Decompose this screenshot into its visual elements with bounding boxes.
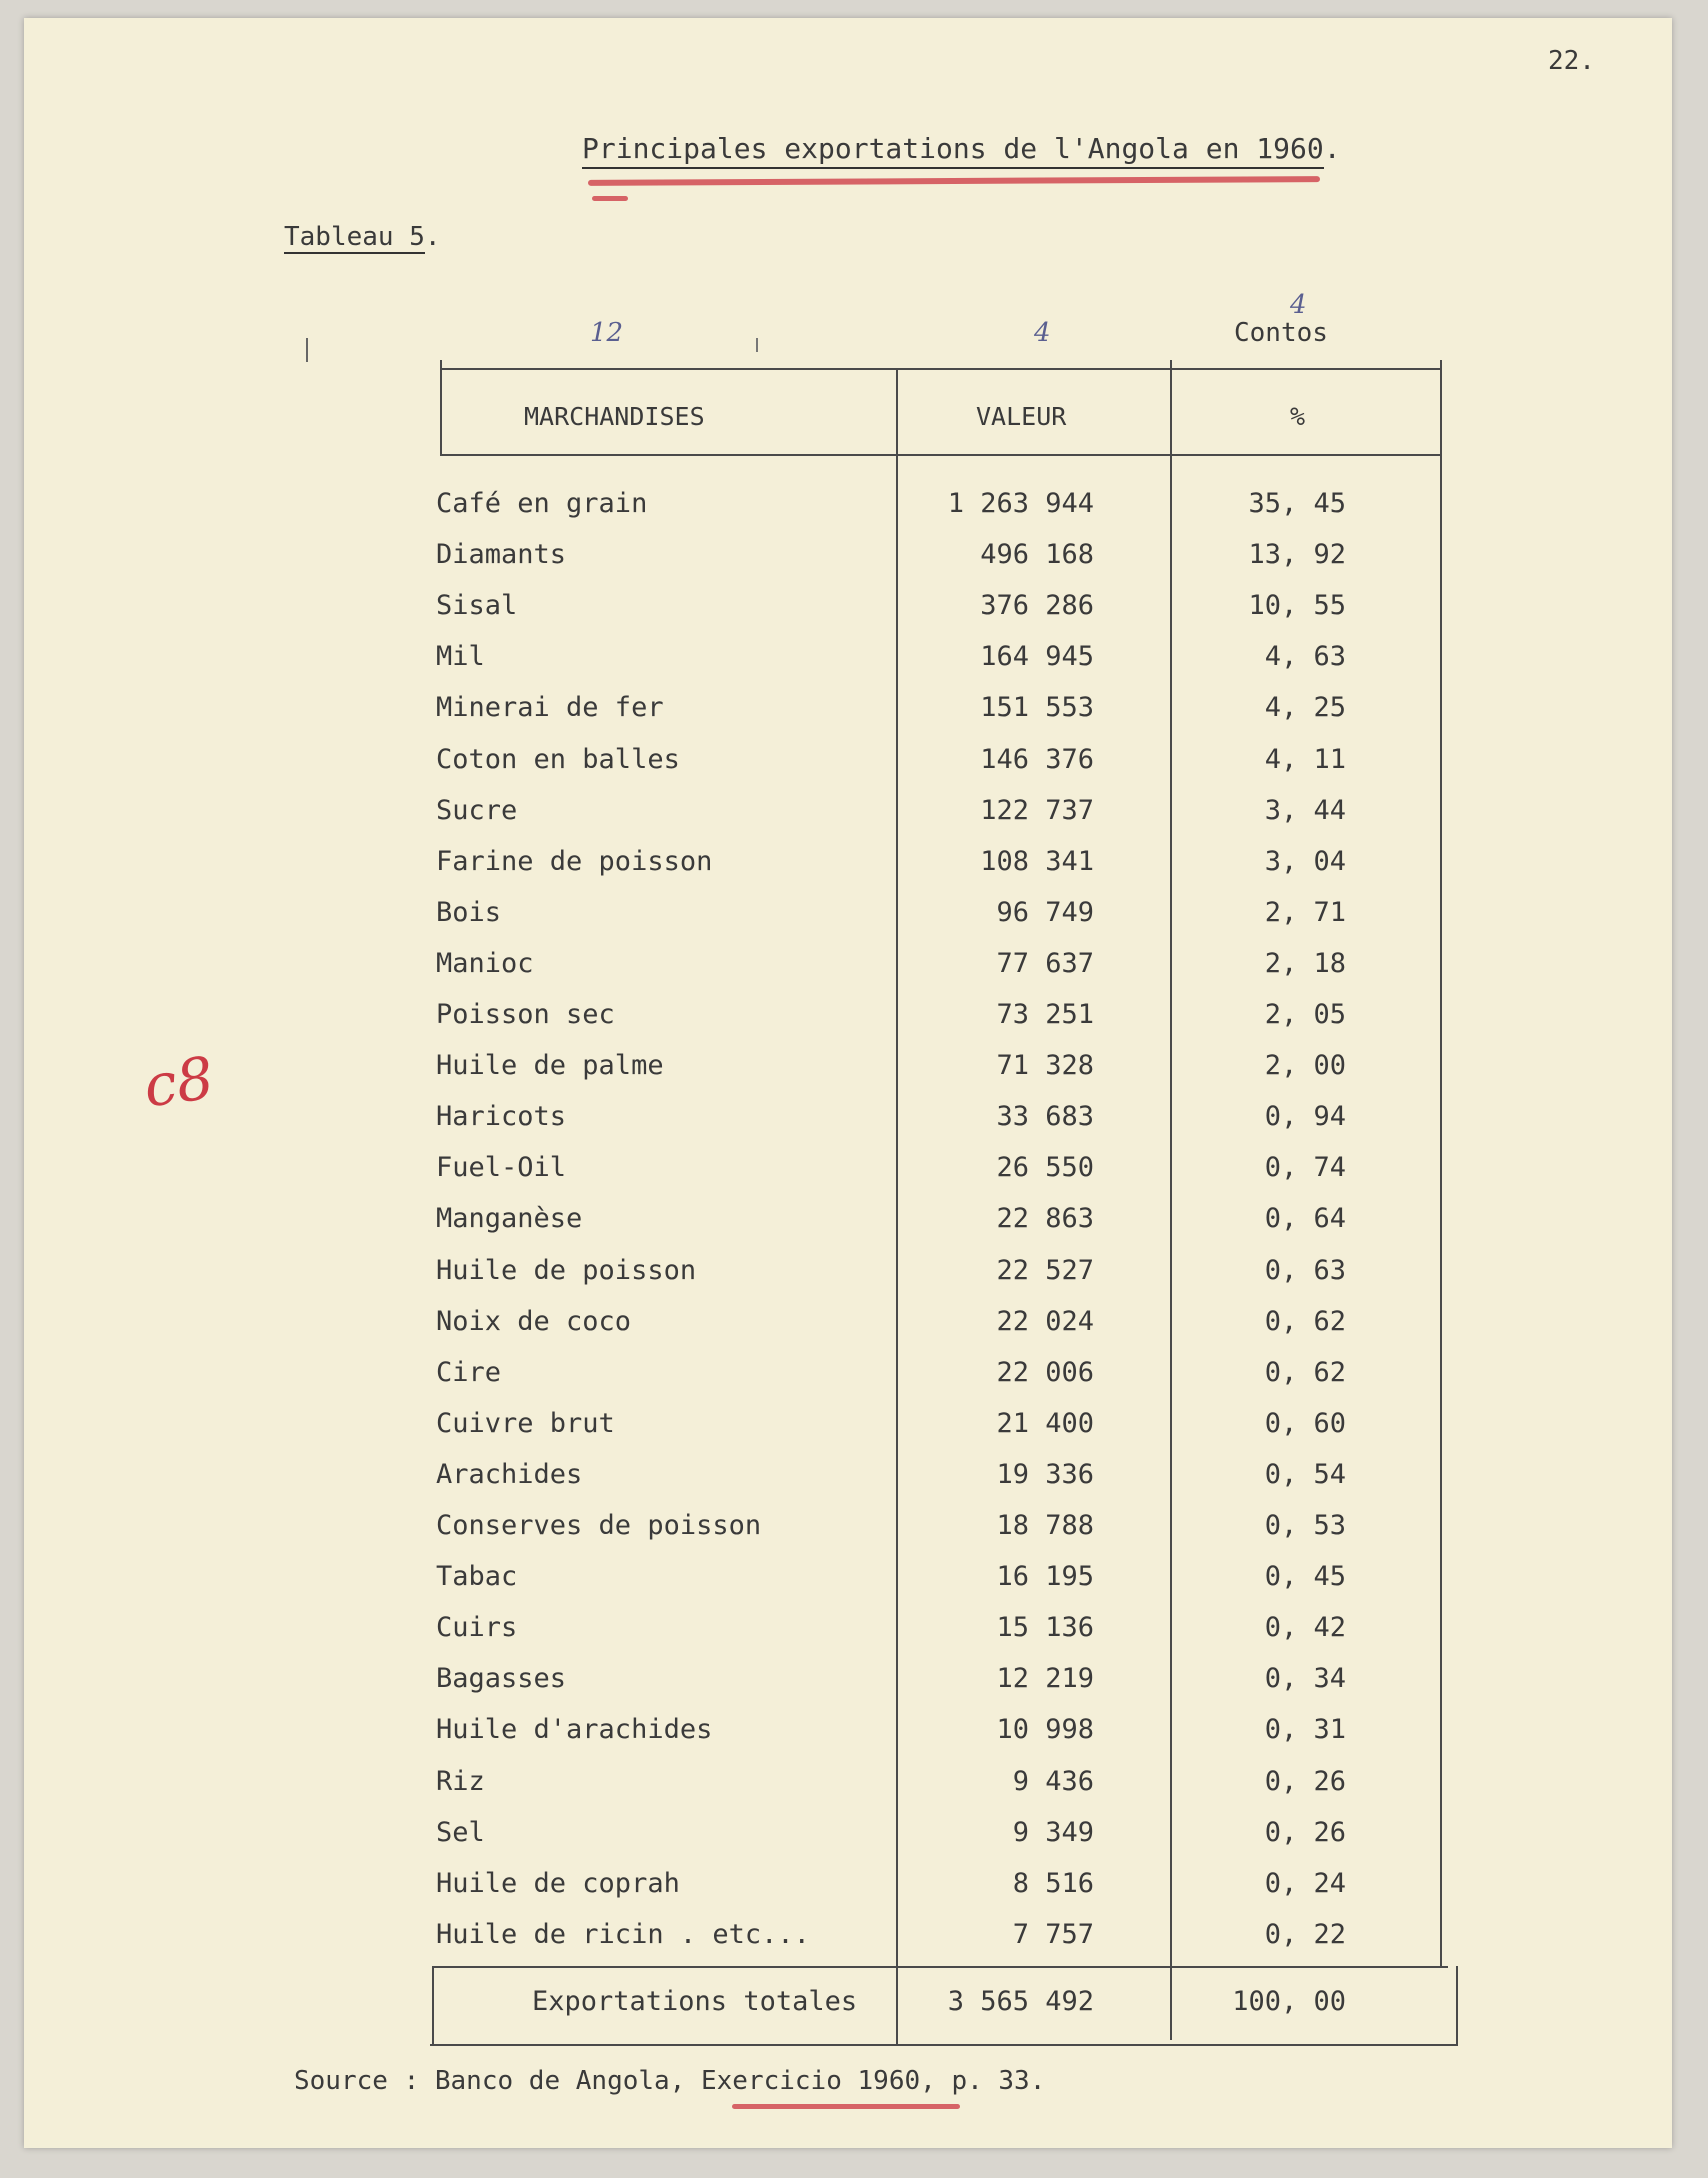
row-name: Cuivre brut	[436, 1407, 615, 1439]
row-value: 19 336	[996, 1458, 1094, 1490]
row-name: Conserves de poisson	[436, 1510, 762, 1541]
table-left-border-bottom	[432, 1966, 434, 2046]
row-value: 26 550	[996, 1152, 1094, 1184]
row-value: 12 219	[996, 1663, 1094, 1695]
table-row	[0, 1408, 1708, 1458]
pencil-annotation-col3: 4	[1290, 290, 1307, 320]
row-name: Sel	[436, 1816, 485, 1848]
row-name: Fuel-Oil	[436, 1152, 567, 1184]
row-value: 15 136	[996, 1612, 1094, 1644]
table-row	[0, 897, 1708, 947]
table-header-rule	[440, 454, 1440, 456]
row-percent: 0, 63	[1264, 1254, 1346, 1286]
table-row	[0, 692, 1708, 742]
row-name: Tabac	[436, 1561, 518, 1593]
row-percent: 10, 55	[1248, 590, 1346, 622]
table-row	[0, 641, 1708, 691]
row-value: 164 945	[980, 641, 1094, 673]
page-number: 22.	[1548, 46, 1595, 76]
row-name: Huile d'arachides	[436, 1714, 713, 1746]
table-row	[0, 539, 1708, 589]
pencil-annotation-col2: 4	[1034, 318, 1051, 348]
row-name: Diamants	[436, 539, 567, 571]
row-value: 8 516	[1012, 1867, 1094, 1899]
row-name: Noix de coco	[436, 1305, 632, 1337]
row-value: 10 998	[996, 1714, 1094, 1746]
source-note: Source : Banco de Angola, Exercicio 1960, p. 33.	[294, 2066, 1046, 2096]
row-value: 71 328	[996, 1050, 1094, 1082]
row-value: 77 637	[996, 947, 1094, 979]
row-percent: 0, 31	[1264, 1714, 1346, 1746]
row-value: 73 251	[996, 999, 1094, 1030]
row-percent: 0, 42	[1264, 1612, 1346, 1644]
row-value: 33 683	[996, 1101, 1094, 1133]
header-valeur: VALEUR	[976, 402, 1067, 431]
row-percent: 13, 92	[1248, 539, 1346, 571]
table-row	[0, 795, 1708, 845]
table-row	[0, 590, 1708, 640]
table-row	[0, 1663, 1708, 1713]
row-value: 22 006	[996, 1356, 1094, 1388]
row-value: 496 168	[980, 539, 1094, 571]
row-value: 151 553	[980, 692, 1094, 724]
table-row	[0, 1510, 1708, 1560]
table-row	[0, 1561, 1708, 1611]
row-percent: 0, 26	[1264, 1816, 1346, 1848]
row-percent: 2, 18	[1264, 947, 1346, 979]
row-name: Riz	[436, 1765, 485, 1797]
row-value: 108 341	[980, 845, 1094, 877]
row-percent: 0, 64	[1264, 1203, 1346, 1235]
table-row	[0, 999, 1708, 1049]
table-row	[0, 1459, 1708, 1509]
table-row	[0, 1612, 1708, 1662]
row-percent: 3, 04	[1264, 845, 1346, 877]
table-row	[0, 1817, 1708, 1867]
row-name: Sisal	[436, 590, 518, 622]
row-percent: 0, 45	[1264, 1561, 1346, 1593]
unit-label: Contos	[1234, 318, 1328, 348]
row-value: 18 788	[996, 1510, 1094, 1541]
total-value: 3 565 492	[947, 1986, 1094, 2017]
table-row	[0, 948, 1708, 998]
row-percent: 0, 53	[1264, 1510, 1346, 1541]
header-percent: %	[1290, 402, 1306, 431]
table-left-border-top	[440, 360, 442, 454]
row-percent: 4, 63	[1264, 641, 1346, 673]
row-value: 16 195	[996, 1561, 1094, 1593]
row-value: 22 024	[996, 1305, 1094, 1337]
pencil-tick-left	[306, 338, 308, 362]
row-name: Huile de poisson	[436, 1254, 697, 1286]
table-row	[0, 1101, 1708, 1151]
table-right-border-bottom	[1456, 1966, 1458, 2046]
table-row	[0, 1255, 1708, 1305]
row-name: Mil	[436, 641, 485, 673]
row-name: Huile de coprah	[436, 1867, 680, 1899]
row-name: Bagasses	[436, 1663, 567, 1695]
row-name: Minerai de fer	[436, 692, 664, 724]
row-percent: 0, 62	[1264, 1305, 1346, 1337]
table-row	[0, 846, 1708, 896]
row-name: Poisson sec	[436, 999, 615, 1030]
row-value: 146 376	[980, 743, 1094, 775]
row-value: 376 286	[980, 590, 1094, 622]
row-value: 22 863	[996, 1203, 1094, 1235]
row-percent: 4, 25	[1264, 692, 1346, 724]
row-name: Farine de poisson	[436, 845, 713, 877]
total-label: Exportations totales	[532, 1986, 858, 2017]
row-value: 7 757	[1012, 1918, 1094, 1950]
table-row	[0, 744, 1708, 794]
row-percent: 35, 45	[1248, 488, 1346, 519]
pencil-tick-mid	[756, 338, 758, 352]
row-name: Manganèse	[436, 1203, 583, 1235]
row-name: Cire	[436, 1356, 502, 1388]
row-percent: 0, 22	[1264, 1918, 1346, 1950]
row-value: 1 263 944	[947, 488, 1094, 519]
row-percent: 0, 94	[1264, 1101, 1346, 1133]
table-label: Tableau 5.	[284, 222, 441, 252]
row-percent: 3, 44	[1264, 794, 1346, 826]
row-value: 9 349	[1012, 1816, 1094, 1848]
table-row	[0, 1868, 1708, 1918]
table-bottom-rule	[430, 2044, 1456, 2046]
red-margin-annotation: c8	[139, 1043, 218, 1121]
table-row	[0, 1919, 1708, 1969]
row-name: Huile de palme	[436, 1050, 664, 1082]
table-row	[0, 488, 1708, 538]
table-row	[0, 1152, 1708, 1202]
row-percent: 0, 62	[1264, 1356, 1346, 1388]
row-name: Coton en balles	[436, 743, 680, 775]
red-underline-source	[732, 2104, 960, 2109]
row-value: 22 527	[996, 1254, 1094, 1286]
row-name: Sucre	[436, 794, 518, 826]
row-percent: 2, 00	[1264, 1050, 1346, 1082]
row-value: 122 737	[980, 794, 1094, 826]
row-name: Cuirs	[436, 1612, 518, 1644]
row-percent: 0, 74	[1264, 1152, 1346, 1184]
row-value: 96 749	[996, 896, 1094, 928]
table-row	[0, 1306, 1708, 1356]
table-row	[0, 1714, 1708, 1764]
row-name: Arachides	[436, 1458, 583, 1490]
row-percent: 2, 05	[1264, 999, 1346, 1030]
row-percent: 0, 54	[1264, 1458, 1346, 1490]
row-value: 21 400	[996, 1407, 1094, 1439]
row-name: Huile de ricin . etc...	[436, 1918, 810, 1950]
row-percent: 4, 11	[1264, 743, 1346, 775]
header-merchandises: MARCHANDISES	[524, 402, 705, 431]
table-row	[0, 1050, 1708, 1100]
row-name: Bois	[436, 896, 502, 928]
total-percent: 100, 00	[1232, 1986, 1346, 2017]
table-row	[0, 1203, 1708, 1253]
row-name: Café en grain	[436, 488, 648, 519]
row-percent: 0, 60	[1264, 1407, 1346, 1439]
document-title: Principales exportations de l'Angola en 1960.	[582, 132, 1341, 165]
red-underline-title-stub	[592, 196, 628, 201]
table-row	[0, 1766, 1708, 1816]
pencil-annotation-col1: 12	[590, 318, 624, 348]
row-value: 9 436	[1012, 1765, 1094, 1797]
row-percent: 2, 71	[1264, 896, 1346, 928]
row-percent: 0, 24	[1264, 1867, 1346, 1899]
row-name: Haricots	[436, 1101, 567, 1133]
row-percent: 0, 26	[1264, 1765, 1346, 1797]
table-row	[0, 1357, 1708, 1407]
row-percent: 0, 34	[1264, 1663, 1346, 1695]
row-name: Manioc	[436, 947, 534, 979]
table-top-rule	[440, 368, 1442, 370]
